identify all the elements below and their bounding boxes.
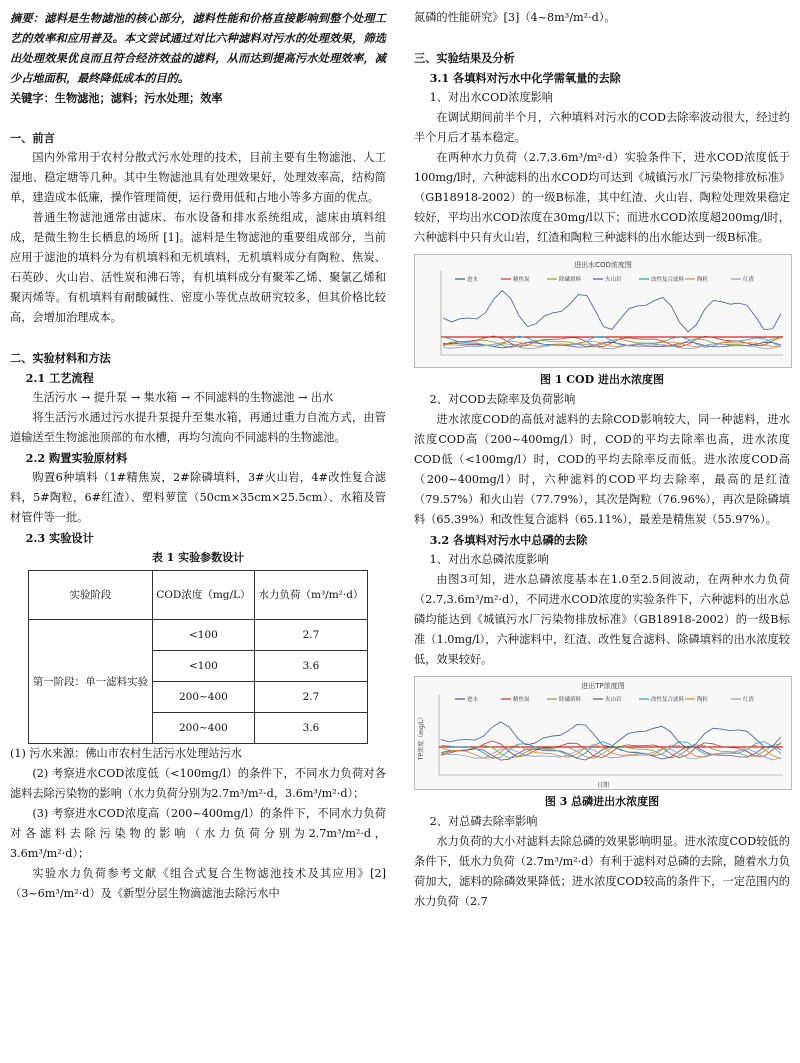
keywords: [10, 88, 386, 108]
keywords-text: 生物滤池；滤料；污水处理；效率: [54, 91, 223, 105]
table-cell-cod: 200~400: [152, 682, 254, 713]
legend-label: 精焦炭: [513, 277, 530, 283]
series-line: [443, 291, 781, 332]
table-row: [29, 620, 368, 651]
abstract-label: 摘要：: [10, 11, 45, 25]
subsection-3-1-1: 1、对出水COD浓度影响: [429, 91, 553, 104]
table-cell-load: 2.7: [254, 682, 367, 713]
subsection-3-1-2: 2、对COD去除率及负荷影响: [429, 393, 576, 406]
series-line: [441, 744, 781, 758]
section-2-1-title: 2.1 工艺流程: [25, 371, 94, 385]
cod-chart-svg: [415, 255, 791, 367]
section-2-title: 二、实验材料和方法: [10, 351, 111, 365]
tp-chart-svg: [415, 677, 791, 789]
fig3-x-label: 日期: [596, 782, 610, 789]
legend-label: 改性复合滤料: [651, 697, 685, 703]
section-1-paragraph-1: 国内外常用于农村分散式污水处理的技术，目前主要有生物滤池、人工湿地、稳定塘等几种。其中生物滤池具有处理效果好，处理效率高，结构简单，建造成本低廉，操作管理简便，运行费用低和占地小等多方面的优点。: [10, 151, 386, 204]
legend-label: 火山岩: [605, 697, 622, 703]
section-1-paragraph-2: 普通生物滤池通常由滤床、布水设备和排水系统组成，滤床由填料组成，是微生物生长栖息的场所 [1]。滤料是生物滤池的重要组成部分，当前应用于滤池的填料分为有机填料和无机填料，无机填料成分有陶粒、焦炭、石英砂、火山岩、活性炭和沸石等，有机填料成分有聚苯乙烯、聚氯乙烯和聚丙烯等。有机填料有耐酸碱性、密度小等优点故研究较多，但其价格比较高，会增加治理成本。: [10, 211, 386, 324]
fig3-y-label: TP浓度（mg/L）: [418, 713, 425, 761]
table-cell-load: 3.6: [254, 651, 367, 682]
section-2-3-title: 2.3 实验设计: [25, 531, 94, 545]
legend-label: 陶粒: [697, 697, 709, 703]
table-cell-cod: 200~400: [152, 713, 254, 744]
legend-label: 除磷填料: [559, 697, 582, 703]
section-3-2-title: 3.2 各填料对污水中总磷的去除: [429, 533, 588, 547]
figure-1-cod-chart: [414, 254, 792, 368]
legend-label: 红渣: [743, 697, 755, 703]
figure-3-caption: 图 3 总磷进出水浓度图: [544, 795, 660, 808]
process-flow: 生活污水 → 提升泵 → 集水箱 → 不同滤料的生物滤池 → 出水: [32, 391, 334, 404]
legend-label: 进水: [467, 277, 479, 283]
subsection-3-2-1: 1、对出水总磷浓度影响: [429, 553, 549, 566]
right-column: [414, 8, 790, 912]
section-3-1-title: 3.1 各填料对污水中化学需氧量的去除: [429, 71, 621, 85]
note-2: (2) 考察进水COD浓度低（<100mg/l）的条件下，不同水力负荷对各滤料去除污染物的影响（水力负荷分别为2.7m³/m²·d，3.6m³/m²·d）；: [10, 767, 386, 800]
section-3-title: 三、实验结果及分析: [414, 51, 515, 65]
table-cell-load: 2.7: [254, 620, 367, 651]
note-4: 实验水力负荷参考文献《组合式复合生物滤池技术及其应用》[2]（3~6m³/m²·d）及《新型分层生物滴滤池去除污水中: [10, 867, 386, 900]
fig3-chart-title: 进出TP浓度图: [581, 682, 625, 690]
figure-1-caption: 图 1 COD 进出水浓度图: [539, 373, 665, 386]
paragraph-c: 进水浓度COD的高低对滤料的去除COD影响较大，同一种滤料，进水浓度COD高（200~400mg/l）时，COD的平均去除率也高，进水浓度COD低（<100mg/l）时，COD的平均去除率反而低。进水浓度COD高（200~400mg/l）时，六种滤料的COD平均去除率，最高的是红渣（79.57%）和火山岩（77.79%），其次是陶粒（76.96%），再次是除磷填料（65.39%）和改性复合滤料（65.11%），最差是精焦炭（55.97%）。: [414, 413, 790, 526]
table-cell-cod: <100: [152, 620, 254, 651]
legend-label: 火山岩: [605, 277, 622, 283]
section-2-2-paragraph: 购置6种填料（1#精焦炭，2#除磷填料，3#火山岩，4#改性复合滤料，5#陶粒，6#红渣）、塑料萝筐（50cm×35cm×25.5cm）、水箱及管材管件等一批。: [10, 471, 386, 524]
note-1: (1) 污水来源：佛山市农村生活污水处理站污水: [10, 747, 242, 760]
table-header-cod: COD浓度（mg/L）: [152, 571, 254, 620]
keywords-label: 关键字：: [10, 91, 55, 105]
figure-3-tp-chart: [414, 676, 792, 790]
table-header-load: 水力负荷（m³/m²·d）: [254, 571, 367, 620]
section-2-2-title: 2.2 购置实验原材料: [25, 451, 128, 465]
paragraph-b: 在两种水力负荷（2.7,3.6m³/m²·d）实验条件下，进水COD浓度低于100mg/l时，六种滤料的出水COD均可达到《城镇污水厂污染物排放标准》（GB18918-2002）的一级B标准，其中红渣、火山岩、陶粒处理效果稳定较好，平均出水COD浓度在30mg/l以下；而进水COD浓度超200mg/l时，六种滤料中只有火山岩，红渣和陶粒三种滤料的出水能达到一级B标准。: [414, 151, 790, 244]
note-3: (3) 考察进水COD浓度高（200~400mg/l）的条件下，不同水力负荷对各滤料去除污染物的影响（水力负荷分别为2.7m³/m²·d，3.6m³/m²·d）；: [10, 807, 386, 860]
section-2-1-paragraph: 将生活污水通过污水提升泵提升至集水箱，再通过重力自流方式，由管道输送至生物滤池顶部的布水槽，再均匀流向不同滤料的生物滤池。: [10, 411, 386, 444]
left-column: [10, 8, 386, 904]
section-1-title: 一、前言: [10, 131, 55, 145]
legend-label: 除磷填料: [559, 277, 582, 283]
table-header-row: [29, 571, 368, 620]
table-1-caption: 表 1 实验参数设计: [151, 551, 245, 564]
abstract-text: 滤料是生物滤池的核心部分，滤料性能和价格直接影响到整个处理工艺的效率和应用普及。本文尝试通过对比六种滤料对污水的处理效果，筛选出处理效果优良而且符合经济效益的滤料，从而达到提高污水处理效率，减少占地面积，最终降低成本的目的。: [10, 11, 386, 85]
table-header-stage: 实验阶段: [29, 571, 153, 620]
paragraph-a: 在调试期间前半个月，六种填料对污水的COD去除率波动很大，经过约半个月后才基本稳定。: [414, 111, 790, 144]
legend-label: 改性复合滤料: [651, 277, 685, 283]
table-stage-cell: 第一阶段：单一滤料实验: [29, 620, 153, 744]
legend-label: 精焦炭: [513, 697, 530, 703]
legend-label: 陶粒: [697, 277, 709, 283]
parameter-table: [28, 570, 368, 744]
abstract: [10, 8, 386, 88]
legend-label: 红渣: [743, 277, 755, 283]
fig1-chart-title: 进出水COD浓度图: [574, 261, 632, 269]
legend-label: 进水: [467, 697, 479, 703]
continued-text: 氮磷的性能研究》[3]（4~8m³/m²·d）。: [414, 11, 616, 24]
table-cell-load: 3.6: [254, 713, 367, 744]
table-cell-cod: <100: [152, 651, 254, 682]
subsection-3-2-2: 2、对总磷去除率影响: [429, 815, 538, 828]
paragraph-e: 水力负荷的大小对滤料去除总磷的效果影响明显。进水浓度COD较低的条件下，低水力负荷（2.7m³/m²·d）有利于滤料对总磷的去除，随着水力负荷加大，滤料的除磷效果降低；进水浓度COD较高的条件下，一定范围内的水力负荷（2.7: [414, 835, 790, 908]
paragraph-d: 由图3可知，进水总磷浓度基本在1.0至2.5间波动，在两种水力负荷（2.7,3.6m³/m²·d），不同进水COD浓度的实验条件下，六种滤料的出水总磷均能达到《城镇污水厂污染物排放标准》（GB18918-2002）的一级B标准（1.0mg/l），六种滤料中，红渣、改性复合滤料、除磷填料的出水浓度较低，效果较好。: [414, 573, 790, 666]
